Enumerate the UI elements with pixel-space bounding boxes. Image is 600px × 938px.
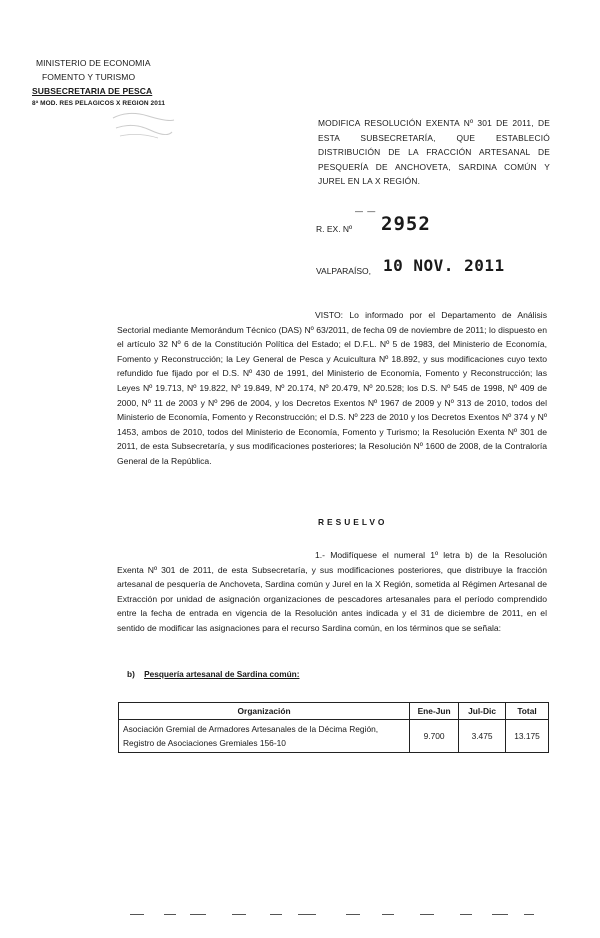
section-b-letter: b) <box>127 669 135 679</box>
ministry-line-1: MINISTERIO DE ECONOMIA <box>36 58 151 68</box>
ministry-line-2: FOMENTO Y TURISMO <box>42 72 136 82</box>
article-1-text: Modifíquese el numeral 1º letra b) de la Resolución Exenta Nº 301 de 2011, de esta Subsecretaría, y sus modificaciones posteriores, que distribuye la fracción artesanal de pesquería de Anchoveta, Sardina común y Jurel en la X Región, sometida al Régimen Artesanal de Extracción por unidad de asignación organizaciones de pescadores artesanales para el período comprendido entre la fecha de entrada en vigencia de la Resolución antes indicada y el 31 de diciembre de 2011, en el sentido de modificar las asignaciones para el recurso Sardina común, en los términos que se señala: <box>117 550 547 633</box>
resolution-label: R. EX. Nº <box>316 224 353 234</box>
header-total: Total <box>506 703 549 720</box>
stamp-smudge <box>108 108 178 142</box>
table-row <box>119 720 549 753</box>
article-1-paragraph <box>117 548 547 636</box>
allocation-table <box>118 702 549 753</box>
header-ene-jun: Ene-Jun <box>410 703 459 720</box>
number-dashes: — — <box>355 207 377 216</box>
subsecretaria-title: SUBSECRETARIA DE PESCA <box>32 86 153 96</box>
article-1-lead: 1.- <box>315 550 326 560</box>
cell-jul-dic: 3.475 <box>459 720 506 753</box>
visto-paragraph <box>117 308 547 469</box>
header-organizacion: Organización <box>119 703 410 720</box>
visto-lead: VISTO: <box>315 310 344 320</box>
cell-total: 13.175 <box>506 720 549 753</box>
city-label: VALPARAÍSO, <box>316 266 371 276</box>
section-b-heading <box>127 669 299 679</box>
cell-ene-jun: 9.700 <box>410 720 459 753</box>
header-jul-dic: Jul-Dic <box>459 703 506 720</box>
resuelvo-heading: RESUELVO <box>318 517 388 527</box>
table-header-row <box>119 703 549 720</box>
cell-organization: Asociación Gremial de Armadores Artesanales de la Décima Región, Registro de Asociaciones Gremiales 156-10 <box>119 720 410 753</box>
resolution-number: 2952 <box>381 213 431 235</box>
section-b-title: Pesquería artesanal de Sardina común: <box>144 669 300 679</box>
reference-code: 8ª MOD. RES PELAGICOS X REGION 2011 <box>32 100 166 107</box>
date-stamp: 10 NOV. 2011 <box>383 256 505 275</box>
visto-text: Lo informado por el Departamento de Análisis Sectorial mediante Memorándum Técnico (DAS) Nº 63/2011, de fecha 09 de noviembre de 2011; lo dispuesto en el artículo 32 Nº 6 de la Constitución Política del Estado; el D.F.L. Nº 5 de 1983, del Ministerio de Economía, Fomento y Reconstrucción; la Ley General de Pesca y Acuicultura Nº 18.892, y sus modificaciones cuyo texto refundido fue fijado por el D.S. Nº 430 de 1991, del Ministerio de Economía, Fomento y Reconstrucción; las Leyes Nº 19.713, Nº 19.822, Nº 19.849, Nº 20.174, Nº 20.479, Nº 20.528; los D.S. Nº 545 de 1998, Nº 409 de 2000, Nº 11 de 2003 y Nº 296 de 2004, y los Decretos Exentos Nº 1967 de 2009 y Nº 313 de 2010, todos del Ministerio de Economía, Fomento y Reconstrucción; el D.S. Nº 223 de 2010 y los Decretos Exentos Nº 374 y Nº 1453, ambos de 2010, todos del Ministerio de Economía, Fomento y Turismo; la Resolución Exenta Nº 301 de 2011, de esta Subsecretaría, y sus modificaciones posteriores; la Resolución Nº 1600 de 2008, de la Contraloría General de la República. <box>117 310 547 466</box>
resolution-subject: MODIFICA RESOLUCIÓN EXENTA Nº 301 DE 2011, DE ESTA SUBSECRETARÍA, QUE ESTABLECIÓ DISTRIBUCIÓN DE LA FRACCIÓN ARTESANAL DE PESQUERÍA DE ANCHOVETA, SARDINA COMÚN Y JUREL EN LA X REGIÓN. <box>318 118 550 187</box>
footer-dashes <box>120 914 540 915</box>
